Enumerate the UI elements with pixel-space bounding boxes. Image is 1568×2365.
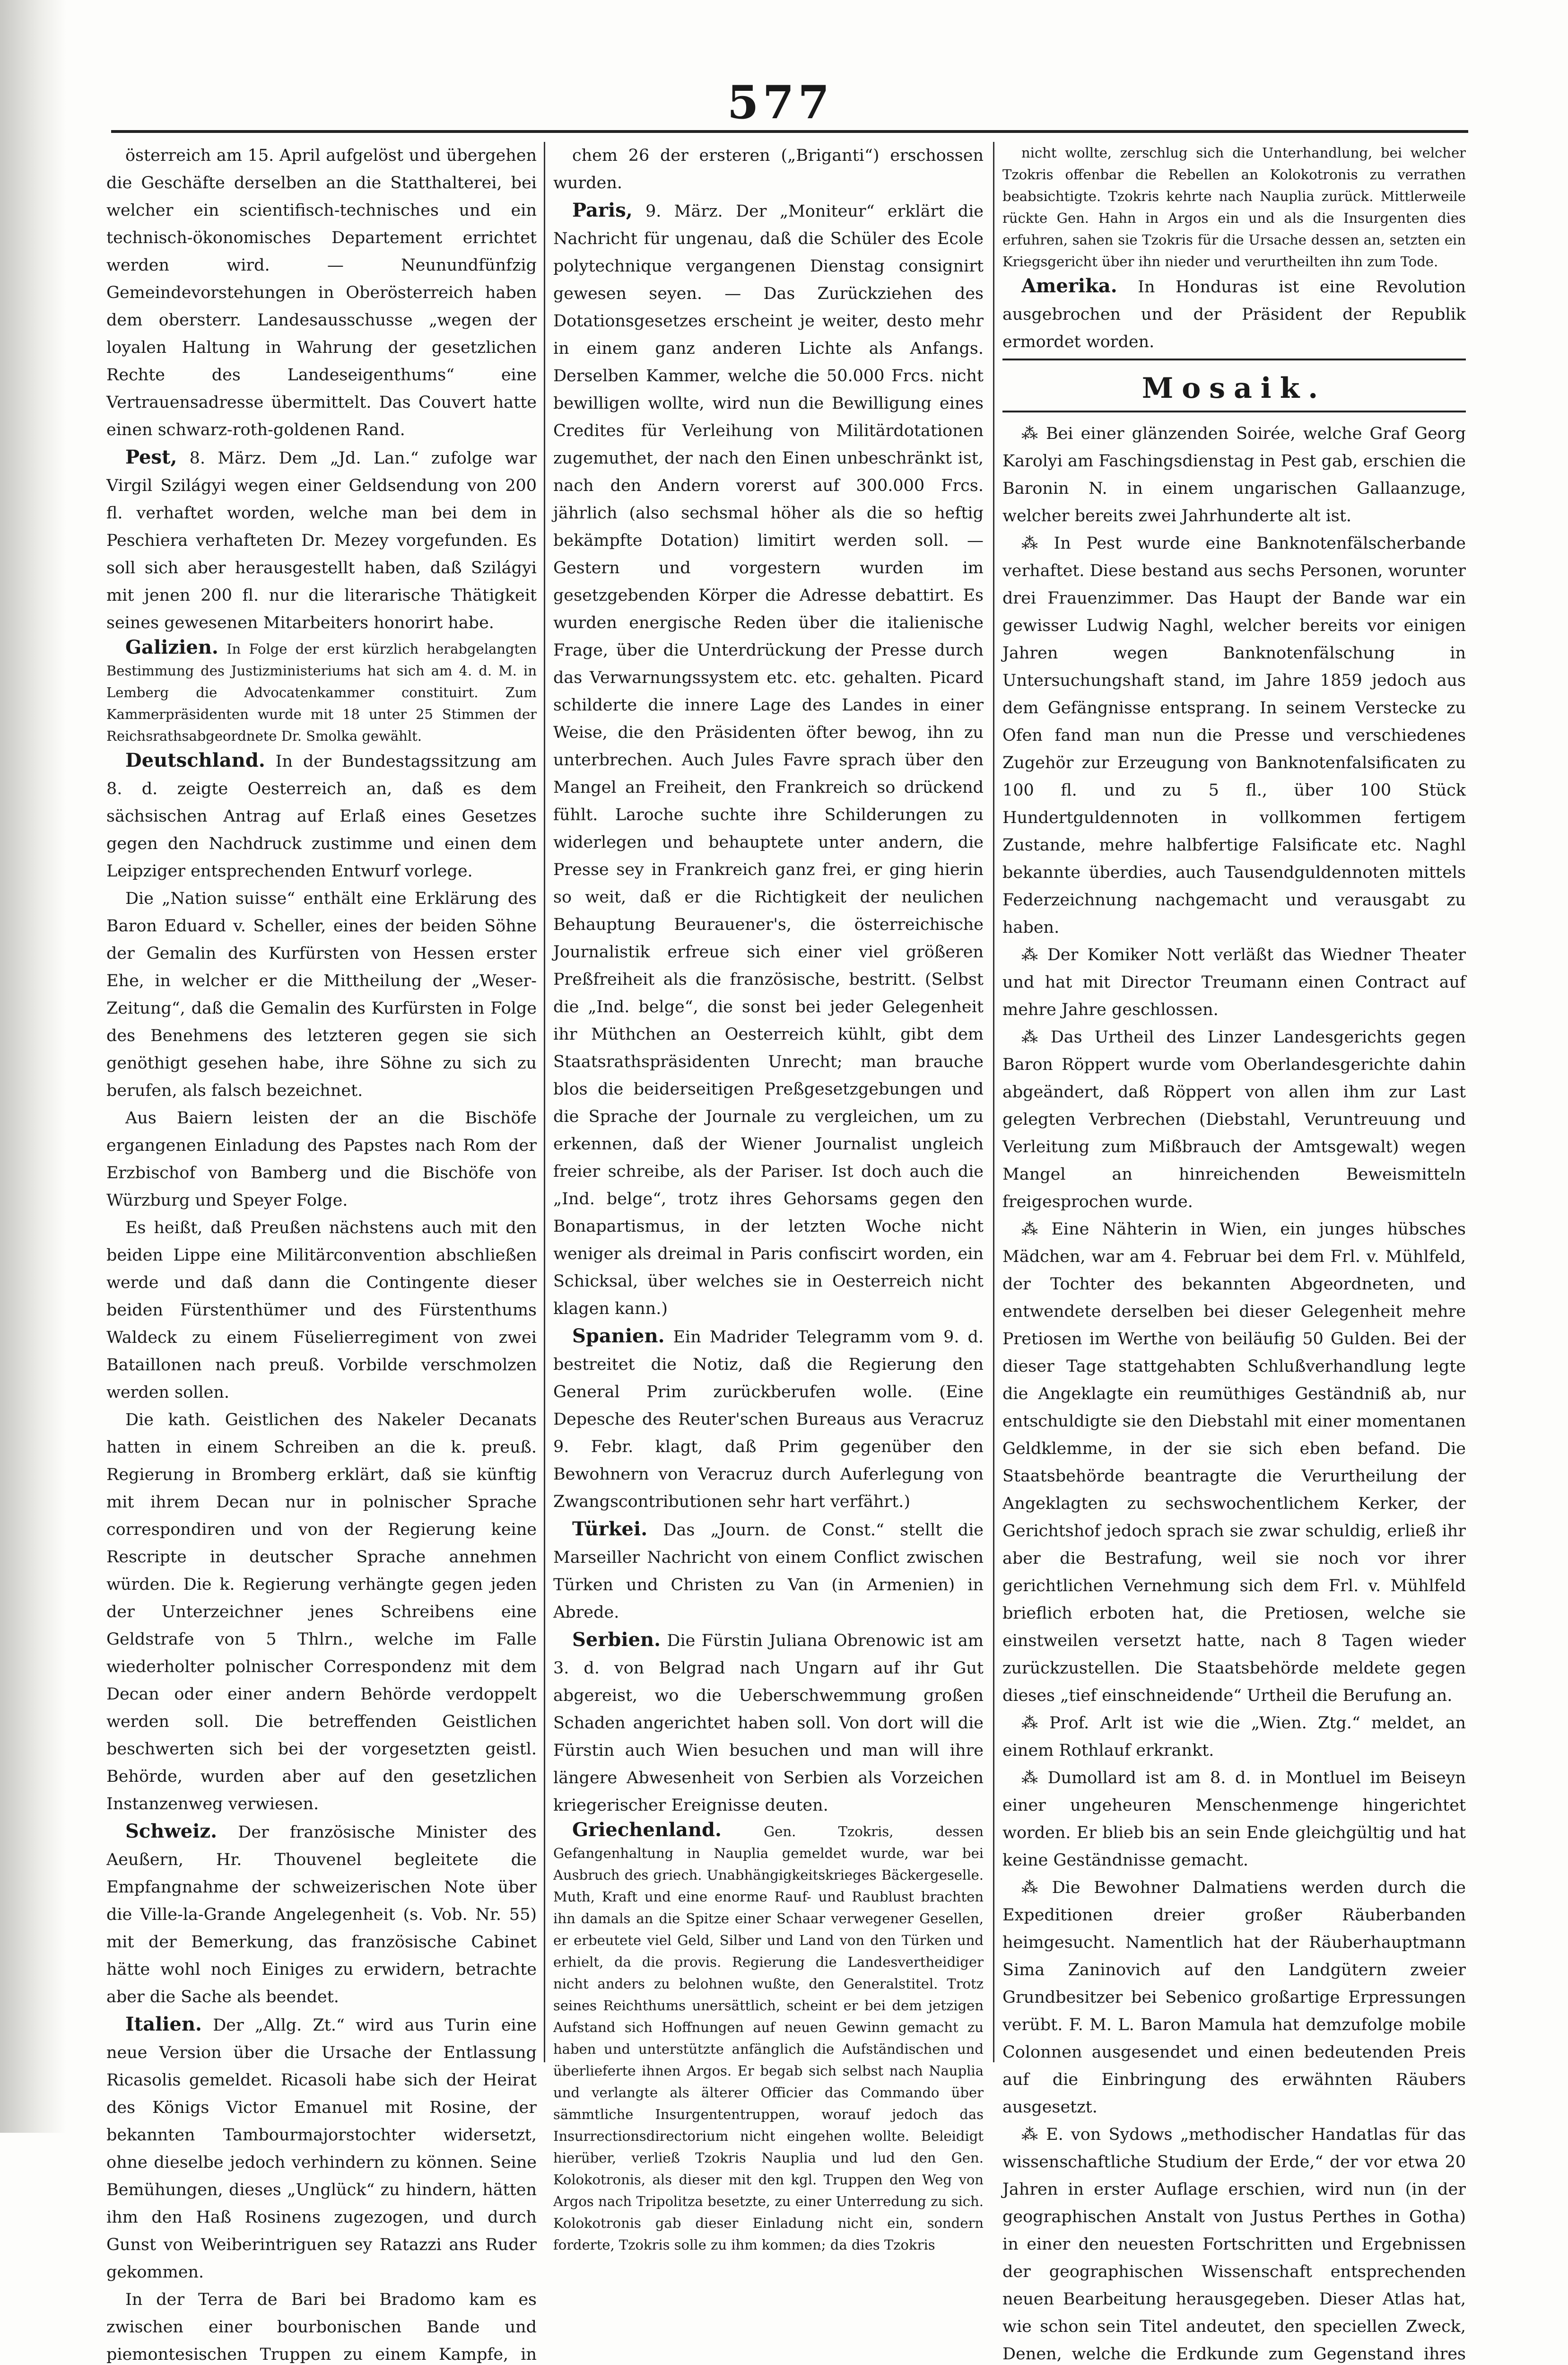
dateline-heading: Paris, — [572, 199, 633, 221]
page-number: 577 — [727, 76, 834, 129]
paragraph-text: Das „Journ. de Const.“ stellt die Marseiller Nachricht von einem Conflict zwischen Türken und Christen zu Van (in Armenien) in Abrede. — [553, 1521, 984, 1622]
paragraph-text: In der Terra de Bari bei Bradomo kam es zwischen einer bourbonischen Bande und piemontesischen Truppen zu einem Kampfe, in — [106, 2290, 537, 2364]
paragraph-text: 8. März. Dem „Jd. Lan.“ zufolge war Virgil Szilágyi wegen einer Geldsendung von 200 fl. verhaftet worden, welche man bei dem in Peschiera verhafteten Dr. Mezey vorgefunden. Es soll sich aber herausgestellt haben, daß Szilágyi mit jenen 200 fl. nur die literarische Thätigkeit seines gewesenen Mitarbeiters honorirt habe. — [106, 449, 537, 632]
asterism-icon: ⁂ — [1021, 1220, 1046, 1239]
paragraph-text: nicht wollte, zerschlug sich die Unterhandlung, bei welcher Tzokris offenbar die Rebellen an Kolokotronis zu verrathen beabsichtigte. Tzokris kehrte nach Nauplia zurück. Mittlerweile rückte Gen. Hahn in Argos ein und als die Insurgenten dies erfuhren, sahen sie Tzokris für die Ursache dessen an, setzten ein Kriegsgericht über ihn nieder und verurtheilten ihn zum Tode. — [1002, 145, 1466, 270]
column-divider — [993, 142, 994, 2062]
paragraph-text: In Pest wurde eine Banknotenfälscherbande verhaftet. Diese bestand aus sechs Personen, worunter drei Frauenzimmer. Das Haupt der Bande war ein gewisser Ludwig Naghl, welcher bereits vor einigen Jahren wegen Banknotenfälschung in Untersuchungshaft stand, im Jahre 1859 jedoch aus dem Gefängnisse entsprang. In seinem Verstecke zu Ofen fand man nun die Presse und verschiedenes Zugehör zur Erzeugung von Banknotenfalsificaten zu 100 fl. und zu 5 fl., über 100 Stück Hundertguldennoten in vollkommen fertigem Zustande, mehre halbfertige Falsificate etc. Naghl bekannte überdies, auch Tausendguldennoten mittels Federzeichnung nachgemacht und verausgabt zu haben. — [1002, 534, 1466, 937]
dateline-heading: Galizien. — [125, 636, 218, 658]
paragraph-text: Der „Allg. Zt.“ wird aus Turin eine neue Version über die Ursache der Entlassung Ricasolis gemeldet. Ricasoli habe sich der Heirat des Königs Victor Emanuel mit Rosine, der bekannten Tambourmajorstochter widersetzt, ohne dieselbe jedoch verhindern zu können. Seine Bemühungen, dieses „Unglück“ zu hindern, hätten ihm den Haß Rosinens zugezogen, und durch Gunst von Weiberintriguen sey Ratazzi ans Ruder gekommen. — [106, 2016, 537, 2282]
paragraph-text: In Honduras ist eine Revolution ausgebrochen und der Präsident der Republik ermordet worden. — [1002, 278, 1466, 351]
article-paragraph — [106, 1104, 537, 1214]
article-paragraph — [106, 142, 537, 444]
paragraph-text: In der Bundestagssitzung am 8. d. zeigte Oesterreich an, daß es dem sächsischen Antrag auf Erlaß eines Gesetzes gegen den Nachdruck zustimme und einen dem Leipziger entsprechenden Entwurf vorlege. — [106, 752, 537, 881]
news-item — [1002, 2121, 1466, 2365]
article-paragraph — [553, 197, 984, 1323]
paragraph-text: Dumollard ist am 8. d. in Montluel im Beiseyn einer ungeheuren Menschenmenge hingerichtet worden. Er blieb bis an sein Ende gleichgültig und hat keine Geständnisse gemacht. — [1002, 1769, 1466, 1870]
paragraph-text: Die kath. Geistlichen des Nakeler Decanats hatten in einem Schreiben an die k. preuß. Regierung in Bromberg erklärt, daß sie künftig mit ihrem Decan nur in polnischer Sprache correspondiren und von der Regierung keine Rescripte in deutscher Sprache annehmen würden. Die k. Regierung verhängte gegen jeden der Unterzeichner jenes Schreibens eine Geldstrafe von 5 Thlrn., welche im Falle wiederholter polnischer Correspondenz mit dem Decan oder einer andern Behörde verdoppelt werden soll. Die betreffenden Geistlichen beschwerten sich bei der vorgesetzten geistl. Behörde, wurden aber auf den gesetzlichen Instanzenweg verwiesen. — [106, 1410, 537, 1813]
news-item — [1002, 941, 1466, 1024]
news-item — [1002, 1024, 1466, 1216]
news-item — [1002, 1874, 1466, 2121]
dateline-heading: Amerika. — [1021, 275, 1117, 297]
paragraph-text: Der Komiker Nott verläßt das Wiedner Theater und hat mit Director Treumann einen Contract auf mehre Jahre geschlossen. — [1002, 946, 1466, 1019]
asterism-icon: ⁂ — [1021, 534, 1048, 553]
paragraph-text: chem 26 der ersteren („Briganti“) erschossen wurden. — [553, 146, 984, 193]
article-paragraph — [553, 1323, 984, 1515]
article-paragraph — [106, 1406, 537, 1818]
article-paragraph — [106, 1818, 537, 2011]
paragraph-text: Ein Madrider Telegramm vom 9. d. bestreitet die Notiz, daß die Regierung den General Prim zurückberufen wolle. (Eine Depesche des Reuter'schen Bureaus aus Veracruz 9. Febr. klagt, daß Prim gegenüber den Bewohnern von Veracruz durch Auferlegung von Zwangscontributionen sehr hart verfährt.) — [553, 1328, 984, 1511]
article-paragraph — [106, 747, 537, 885]
article-paragraph — [1002, 142, 1466, 272]
paragraph-text: Das Urtheil des Linzer Landesgerichts gegen Baron Röppert wurde vom Oberlandesgerichte dahin abgeändert, daß Röppert von allen ihm zur Last gelegten Verbrechen (Diebstahl, Veruntreuung und Verleitung zum Mißbrauch der Amtsgewalt) wegen Mangel an hinreichenden Beweismitteln freigesprochen wurde. — [1002, 1028, 1466, 1211]
article-paragraph — [106, 2011, 537, 2286]
header-rule — [111, 130, 1468, 133]
article-paragraph — [106, 444, 537, 637]
binding-shadow — [0, 0, 66, 2133]
article-paragraph — [553, 142, 984, 197]
dateline-heading: Deutschland. — [125, 749, 265, 771]
paragraph-text: Prof. Arlt ist wie die „Wien. Ztg.“ meldet, an einem Rothlauf erkrankt. — [1002, 1714, 1466, 1760]
asterism-icon: ⁂ — [1021, 2125, 1041, 2144]
paragraph-text: Gen. Tzokris, dessen Gefangenhaltung in Nauplia gemeldet wurde, war bei Ausbruch des griech. Unabhängigkeitskrieges Bäckergeselle. Muth, Kraft und eine enorme Rauf- und Raublust brachten ihn damals an die Spitze einer Schaar verwegener Gesellen, er erbeutete viel Geld, Silber und Land von den Türken und erhielt, da die provis. Regierung die Landesvertheidiger nicht anders zu belohnen wußte, den Generalstitel. Trotz seines Reichthums unersättlich, scheint er bei dem jetzigen Aufstand sich Hoffnungen auf neuen Gewinn gemacht zu haben und unterstützte anfänglich die Aufständischen und überlieferte ihnen Argos. Er begab sich selbst nach Nauplia und verlangte als älterer Officier das Commando über sämmtliche Insurgententruppen, worauf jedoch das Insurrectionsdirectorium nicht eingehen wollte. Beleidigt hierüber, verließ Tzokris Nauplia und lud den Gen. Kolokotronis, als dieser mit den kgl. Truppen den Weg von Argos nach Tripolitza besetzte, zu einer Unterredung zu sich. Kolokotronis gab dieser Einladung nicht ein, sondern forderte, Tzokris solle zu ihm kommen; da dies Tzokris — [553, 1823, 984, 2253]
column-2 — [553, 142, 984, 2256]
article-paragraph — [106, 637, 537, 747]
dateline-heading: Schweiz. — [125, 1820, 218, 1842]
asterism-icon: ⁂ — [1021, 946, 1042, 964]
dateline-heading: Spanien. — [572, 1325, 665, 1347]
asterism-icon: ⁂ — [1021, 1769, 1042, 1787]
paragraph-text: österreich am 15. April aufgelöst und übergehen die Geschäfte derselben an die Statthalterei, bei welcher ein scientifisch-technisches und ein technisch-ökonomisches Departement errichtet werden wird. — Neunundfünfzig Gemeindevorstehungen in Oberösterreich haben dem obersterr. Landesausschusse „wegen der loyalen Haltung in Wahrung der gesetzlichen Rechte des Landeseigenthums“ eine Vertrauensadresse übermittelt. Das Couvert hatte einen schwarz-roth-goldenen Rand. — [106, 146, 537, 439]
section-rule — [1002, 359, 1466, 360]
article-paragraph — [106, 2286, 537, 2365]
paragraph-text: Der französische Minister des Aeußern, Hr. Thouvenel begleitete die Empfangnahme der schweizerischen Note über die Ville-la-Grande Angelegenheit (s. Vob. Nr. 55) mit der Bemerkung, das französische Cabinet hätte wohl noch Einiges zu erwidern, betrachte aber die Sache als beendet. — [106, 1823, 537, 2006]
paragraph-text: Eine Nähterin in Wien, ein junges hübsches Mädchen, war am 4. Februar bei dem Frl. v. Mühlfeld, der Tochter des bekannten Abgeordneten, und entwendete derselben bei dieser Gelegenheit mehre Pretiosen im Werthe von beiläufig 50 Gulden. Bei der dieser Tage stattgehabten Schlußverhandlung legte die Angeklagte ein reumüthiges Geständniß ab, nur entschuldigte sie den Diebstahl mit einer momentanen Geldklemme, in der sie sich eben befand. Die Staatsbehörde beantragte die Verurtheilung der Angeklagten zu sechswochentlichem Kerker, der Gerichtshof jedoch sprach sie zwar schuldig, erließ ihr aber die Bestrafung, weil sie noch vor ihrer gerichtlichen Vernehmung sich dem Frl. v. Mühlfeld brieflich erboten hat, die Pretiosen, welche sie einstweilen versetzt hatte, nach 8 Tagen wieder zurückzustellen. Die Staatsbehörde meldete gegen dieses „tief einschneidende“ Urtheil die Berufung an. — [1002, 1220, 1466, 1705]
paragraph-text: Aus Baiern leisten der an die Bischöfe ergangenen Einladung des Papstes nach Rom der Erzbischof von Bamberg und die Bischöfe von Würzburg und Speyer Folge. — [106, 1109, 537, 1210]
dateline-heading: Pest, — [125, 446, 177, 468]
news-item — [1002, 1709, 1466, 1764]
paragraph-text: Bei einer glänzenden Soirée, welche Graf Georg Karolyi am Faschingsdienstag in Pest gab, erschien die Baronin N. in einem ungarischen Gallaanzuge, welcher bereits zwei Jahrhunderte alt ist. — [1002, 424, 1466, 526]
news-item — [1002, 1764, 1466, 1874]
section-title-mosaik: Mosaik. — [1141, 372, 1327, 405]
column-3 — [1002, 142, 1466, 2365]
dateline-heading: Italien. — [125, 2013, 202, 2035]
paragraph-text: Die Fürstin Juliana Obrenowic ist am 3. d. von Belgrad nach Ungarn auf ihr Gut abgereist, wo die Ueberschwemmung großen Schaden angerichtet haben soll. Von dort will die Fürstin auch Wien besuchen und man will ihre längere Abwesenheit von Serbien als Vorzeichen kriegerischer Ereignisse deuten. — [553, 1631, 984, 1815]
paragraph-text: Die Bewohner Dalmatiens werden durch die Expeditionen dreier großer Räuberbanden heimgesucht. Namentlich hat der Räuberhauptmann Sima Zaninovich auf den Landgütern zweier Grundbesitzer bei Sebenico großartige Erpressungen verübt. F. M. L. Baron Mamula hat demzufolge mobile Colonnen ausgesendet und einen bedeutenden Preis auf die Einbringung des erwähnten Räubers ausgesetzt. — [1002, 1878, 1466, 2117]
news-item — [1002, 420, 1466, 530]
article-paragraph — [553, 1819, 984, 2256]
article-paragraph — [553, 1515, 984, 1626]
dateline-heading: Griechenland. — [572, 1819, 722, 1841]
asterism-icon: ⁂ — [1021, 1028, 1045, 1047]
dateline-heading: Serbien. — [572, 1629, 661, 1651]
article-paragraph — [106, 1214, 537, 1406]
news-item — [1002, 530, 1466, 941]
paragraph-text: E. von Sydows „methodischer Handatlas für das wissenschaftliche Studium der Erde,“ der vor etwa 20 Jahren in erster Auflage erschien, wird nun (in der geographischen Anstalt von Justus Perthes in Gotha) in einer den neuesten Fortschritten und Ergebnissen der geographischen Wissenschaft entsprechenden neuen Bearbeitung herausgegeben. Dieser Atlas hat, wie schon sein Titel andeutet, den speciellen Zweck, Denen, welche die Erdkunde zum Gegenstand ihres — [1002, 2125, 1466, 2364]
news-item — [1002, 1216, 1466, 1709]
column-1 — [106, 142, 537, 2365]
column-divider — [544, 142, 545, 2062]
asterism-icon: ⁂ — [1021, 424, 1040, 443]
paragraph-text: In Folge der erst kürzlich herabgelangten Bestimmung des Justizministeriums hat sich am 4. d. M. in Lemberg die Advocatenkammer constituirt. Zum Kammerpräsidenten wurde mit 18 unter 25 Stimmen der Reichsrathsabgeordnete Dr. Smolka gewählt. — [106, 641, 537, 744]
article-paragraph — [1002, 272, 1466, 356]
section-rule — [1002, 411, 1466, 412]
article-paragraph — [553, 1626, 984, 1819]
asterism-icon: ⁂ — [1021, 1714, 1044, 1733]
article-paragraph — [106, 885, 537, 1104]
paragraph-text: 9. März. Der „Moniteur“ erklärt die Nachricht für ungenau, daß die Schüler des Ecole polytechnique vergangenen Dienstag consignirt gewesen seyen. — Das Zurückziehen des Dotationsgesetzes erscheint je weiter, desto mehr in einem ganz anderen Lichte als Anfangs. Derselben Kammer, welche die 50.000 Frcs. nicht bewilligen wollte, wird nun die Bewilligung eines Credites für Verleihung von Militärdotationen zugemuthet, der nach den Einen unbeschränkt ist, nach den Andern vorerst auf 300.000 Frcs. jährlich (also sechsmal höher als die so heftig bekämpfte Dotation) limitirt werden soll. — Gestern und vorgestern wurden im gesetzgebenden Körper die Adresse debattirt. Es wurden energische Reden über die italienische Frage, über die Unterdrückung der Presse durch das Verwarnungssystem etc. etc. gehalten. Picard schilderte die innere Lage des Landes in einer Weise, die den Präsidenten öfter bewog, ihn zu unterbrechen. Auch Jules Favre sprach über den Mangel an Freiheit, den Frankreich so drückend fühlt. Laroche suchte ihre Schilderungen zu widerlegen und behauptete unter andern, die Presse sey in Frankreich ganz frei, er ging hierin so weit, daß er die Richtigkeit der neulichen Behauptung Beurauener's, die österreichische Journalistik erfreue sich einer viel größeren Preßfreiheit als die französische, bestritt. (Selbst die „Ind. belge“, die sonst bei jeder Gelegenheit ihr Müthchen an Oesterreich kühlt, gibt dem Staatsrathspräsidenten Unrecht; man brauche blos die beiderseitigen Preßgesetzgebungen und die Sprache der Journale zu vergleichen, um zu erkennen, daß der Wiener Journalist ungleich freier schreibe, als der Pariser. Ist doch auch die „Ind. belge“, trotz ihres Gehorsams gegen den Bonapartismus, in der letzten Woche nicht weniger als dreimal in Paris confiscirt worden, ein Schicksal, über welches sie in Oesterreich nicht klagen kann.) — [553, 202, 984, 1318]
asterism-icon: ⁂ — [1021, 1878, 1046, 1897]
dateline-heading: Türkei. — [572, 1518, 648, 1540]
paragraph-text: Es heißt, daß Preußen nächstens auch mit den beiden Lippe eine Militärconvention abschließen werde und daß dann die Contingente dieser beiden Fürstenthümer und des Fürstenthums Waldeck zu einem Füselierregiment von zwei Bataillonen nach preuß. Vorbilde verschmolzen werden sollen. — [106, 1218, 537, 1402]
paragraph-text: Die „Nation suisse“ enthält eine Erklärung des Baron Eduard v. Scheller, eines der beiden Söhne der Gemalin des Kurfürsten von Hessen erster Ehe, in welcher er die Mittheilung der „Weser-Zeitung“, daß die Gemalin des Kurfürsten in Folge des Benehmens des letzteren gegen sie sich genöthigt gesehen habe, ihre Söhne zu sich zu berufen, als falsch bezeichnet. — [106, 889, 537, 1100]
